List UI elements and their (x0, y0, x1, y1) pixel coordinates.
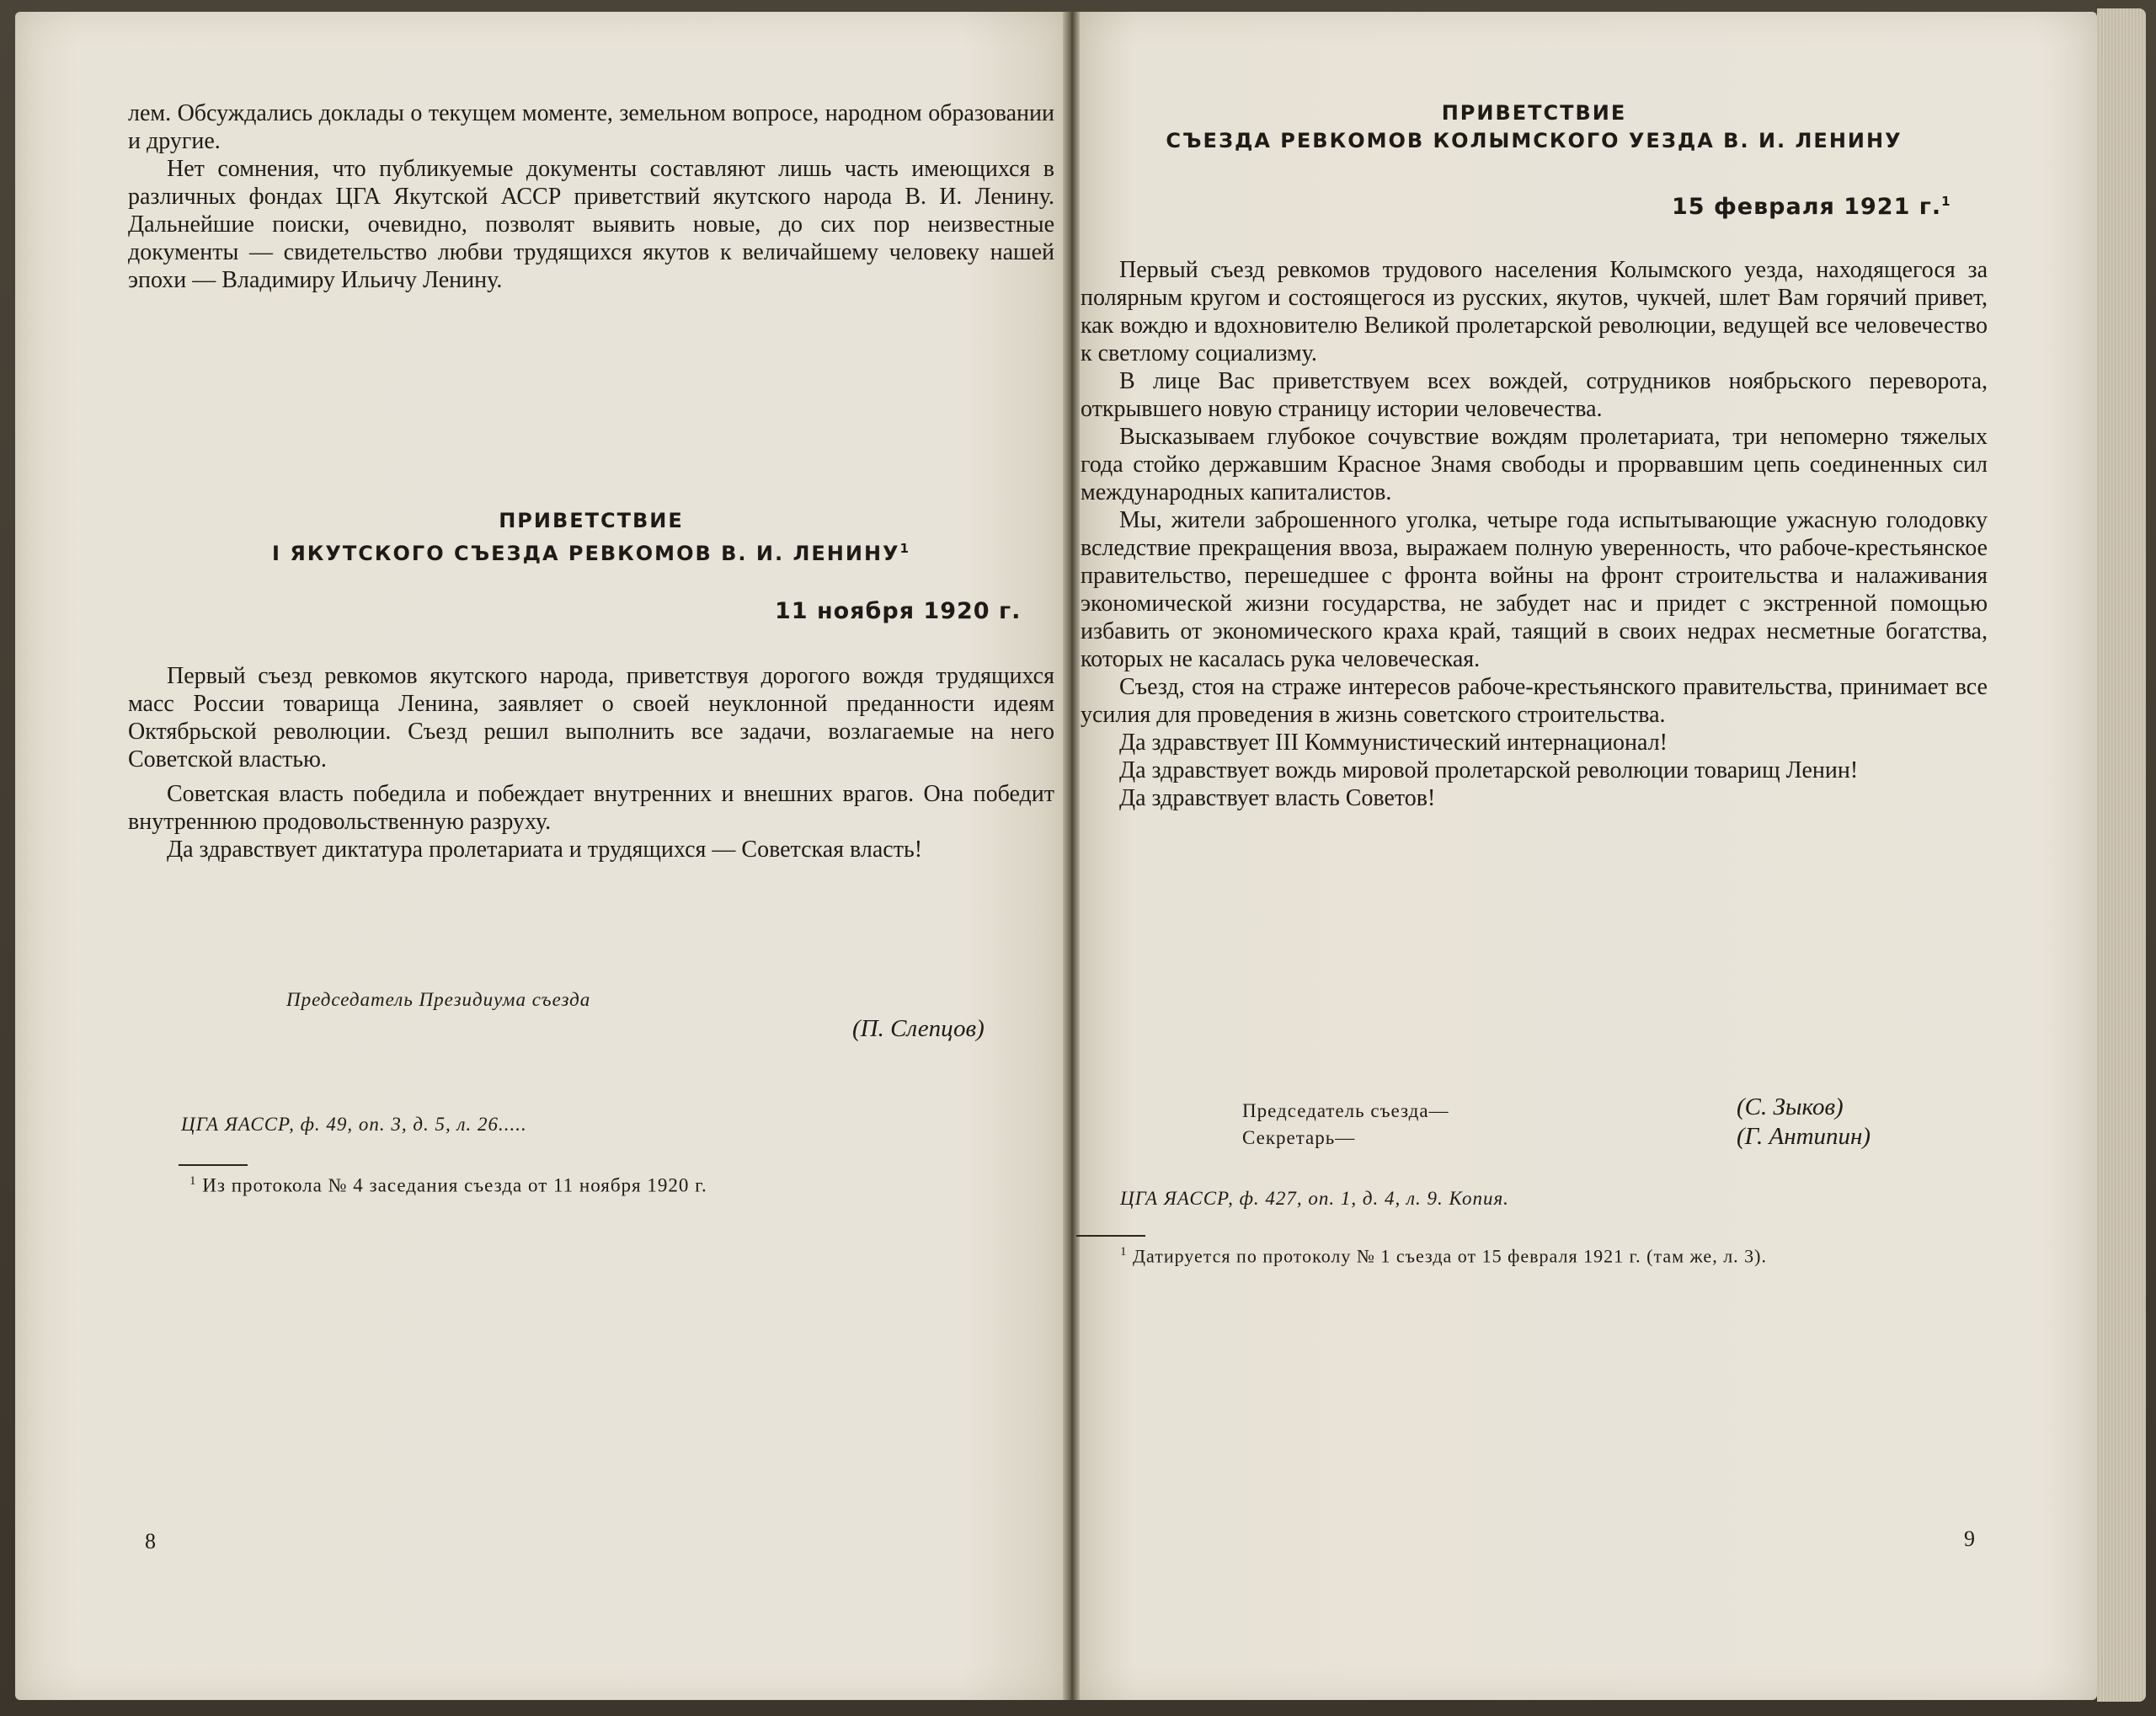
body-paragraph: Да здравствует вождь мировой пролетарской революции товарищ Ленин! (1119, 757, 1859, 783)
body-paragraph: Съезд, стоя на страже интересов рабоче-крестьянского правительства, принимает все усилия для проведения в жизнь советского строительства. (1081, 674, 1988, 728)
intro-paragraph: лем. Обсуждались доклады о текущем моменте, земельном вопросе, народном образовании и другие. (128, 100, 1054, 154)
archive-reference: ЦГА ЯАССР, ф. 49, оп. 3, д. 5, л. 26..... (181, 1114, 527, 1135)
left-document-date: 11 ноября 1920 г. (775, 598, 1022, 624)
intro-paragraph: Нет сомнения, что публикуемые документы составляют лишь часть имеющихся в различных фондах ЦГА Якутской АССР приветствий якутского народа В. И. Ленину. Дальнейшие поиски, очевидно, позволят выявить новые, до сих пор неизвестные документы — свидетельство любви трудящихся якутов к величайшему человеку нашей эпохи — Владимиру Ильичу Ленину. (128, 156, 1054, 293)
title-line: ПРИВЕТСТВИЕ (1441, 101, 1627, 125)
archive-reference: ЦГА ЯАССР, ф. 427, оп. 1, д. 4, л. 9. Копия. (1120, 1188, 1509, 1209)
title-line (128, 535, 1054, 568)
left-intro-text (128, 99, 1054, 294)
footnote-rule (1076, 1235, 1145, 1237)
footnote (1120, 1245, 1767, 1267)
title-line: ПРИВЕТСТВИЕ (499, 509, 684, 532)
footnote-marker: 1 (899, 541, 910, 556)
signature-name: (С. Зыков) (1737, 1093, 1844, 1120)
body-paragraph: Да здравствует III Коммунистический интернационал! (1119, 730, 1668, 756)
left-document-body (128, 662, 1054, 863)
footnote-marker: 1 (189, 1174, 197, 1188)
title-line: СЪЕЗДА РЕВКОМОВ КОЛЫМСКОГО УЕЗДА В. И. ЛЕНИНУ (1166, 129, 1903, 152)
right-document-date (1672, 194, 1951, 220)
signature-role: Председатель съезда— (1242, 1100, 1449, 1121)
date-text: 15 февраля 1921 г. (1672, 194, 1942, 220)
footnote-text: Из протокола № 4 заседания съезда от 11 ноября 1920 г. (202, 1174, 707, 1196)
signature-name: (П. Слепцов) (852, 1015, 985, 1042)
signature-role: Председатель Президиума съезда (286, 989, 591, 1010)
page-number: 9 (1964, 1526, 1975, 1551)
right-document-title (1081, 99, 1988, 155)
body-paragraph: Высказываем глубокое сочувствие вождям пролетариата, три непомерно тяжелых года стойко державшим Красное Знамя свободы и прорвавшим цепь соединенных сил международных капиталистов. (1081, 424, 1988, 505)
body-paragraph: Мы, жители заброшенного уголка, четыре года испытывающие ужасную голодовку вследствие прекращения ввоза, выражаем полную уверенность, что рабоче-крестьянское правительство, перешедшее с фронта войны на фронт строительства и налаживания экономической жизни государства, не забудет нас и придет с экстренной помощью избавить от экономического краха край, таящий в своих недрах несметные богатства, которых не касалась рука человеческая. (1081, 507, 1988, 672)
footnote-rule (179, 1164, 248, 1166)
body-paragraph: Советская власть победила и побеждает внутренних и внешних врагов. Она победит внутреннюю продовольственную разруху. (128, 781, 1054, 835)
title-text: I ЯКУТСКОГО СЪЕЗДА РЕВКОМОВ В. И. ЛЕНИНУ (272, 542, 900, 565)
signature-role: Секретарь— (1242, 1127, 1356, 1148)
body-paragraph: Первый съезд ревкомов якутского народа, приветствуя дорогого вождя трудящихся масс России товарища Ленина, заявляет о своей неуклонной преданности идеям Октябрьской революции. Съезд решил выполнить все задачи, возлагаемые на него Советской властью. (128, 663, 1054, 772)
page-edges (2097, 8, 2146, 1702)
body-paragraph: Да здравствует диктатура пролетариата и трудящихся — Советская власть! (167, 837, 923, 863)
footnote-text: Датируется по протоколу № 1 съезда от 15 февраля 1921 г. (там же, л. 3). (1133, 1245, 1768, 1267)
right-document-body (1081, 256, 1988, 812)
left-document-title (128, 507, 1054, 568)
footnote (189, 1174, 707, 1197)
footnote-marker: 1 (1120, 1245, 1128, 1259)
page-number: 8 (145, 1529, 156, 1553)
body-paragraph: Первый съезд ревкомов трудового населения Колымского уезда, находящегося за полярным кругом и состоящегося из русских, якутов, чукчей, шлет Вам горячий привет, как вождю и вдохновителю Великой пролетарской революции, ведущей все человечество к светлому социализму. (1081, 257, 1988, 366)
footnote-marker: 1 (1941, 194, 1951, 209)
signature-name: (Г. Антипин) (1737, 1123, 1871, 1150)
body-paragraph: В лице Вас приветствуем всех вождей, сотрудников ноябрьского переворота, открывшего новую страницу истории человечества. (1081, 368, 1988, 422)
body-paragraph: Да здравствует власть Советов! (1119, 785, 1436, 811)
book-gutter (1063, 12, 1080, 1700)
